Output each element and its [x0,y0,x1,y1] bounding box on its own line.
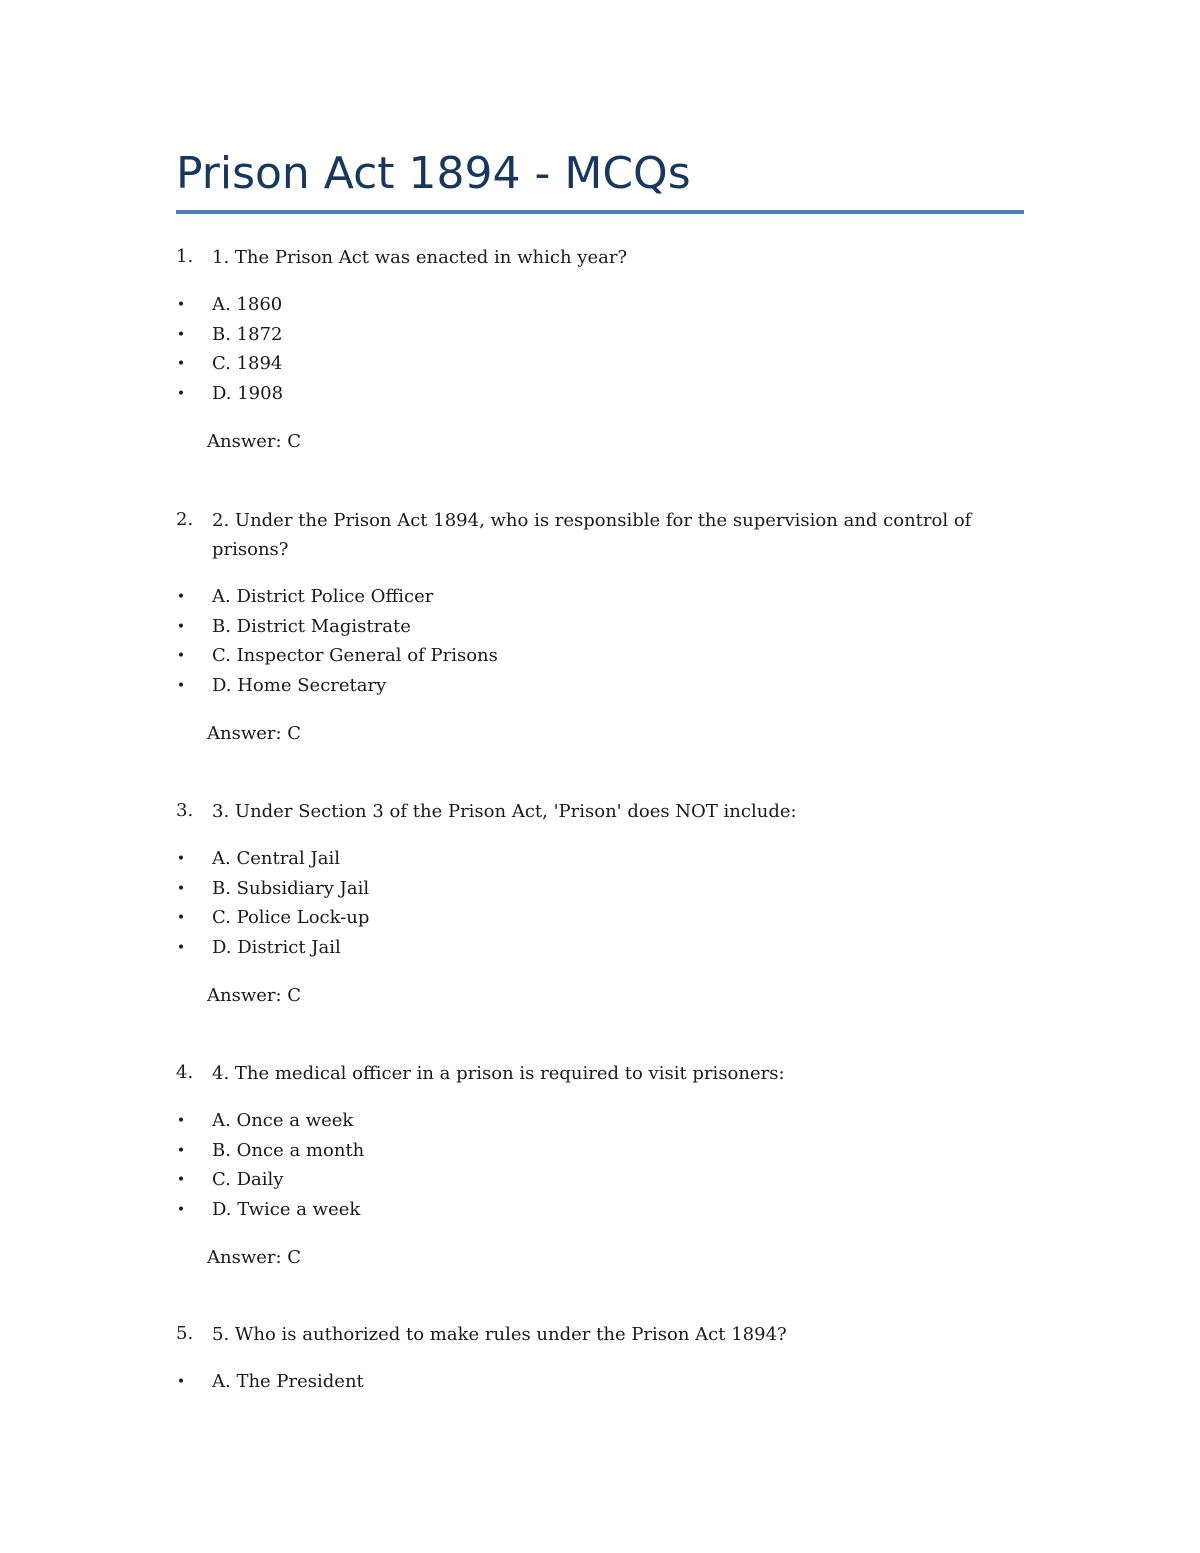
question-number: 2. [176,509,194,530]
answer-option: D. 1908 [212,382,284,404]
answer-option: B. Once a month [212,1139,365,1161]
question-number: 3. [176,800,194,821]
title-underline [176,210,1024,214]
question-text: 1. The Prison Act was enacted in which year? [212,247,628,268]
answer-option: B. Subsidiary Jail [212,877,370,899]
answer-option: B. District Magistrate [212,615,411,637]
answer-option: A. Central Jail [212,848,340,869]
bullet-icon: • [176,910,186,926]
answer-option: D. Twice a week [212,1198,361,1220]
answer-key: Answer: C [207,430,302,452]
question-number: 1. [176,246,194,267]
bullet-icon: • [176,880,186,897]
bullet-icon: • [176,1201,186,1218]
bullet-icon: • [176,1142,186,1159]
answer-key: Answer: C [207,1246,302,1268]
answer-option: C. 1894 [212,353,283,374]
answer-option: B. 1872 [212,323,283,345]
bullet-icon: • [176,1113,186,1129]
bullet-icon: • [176,618,186,635]
bullet-icon: • [176,385,186,402]
question-text: 3. Under Section 3 of the Prison Act, 'Prison' does NOT include: [212,801,797,822]
answer-option: D. Home Secretary [212,674,387,696]
question-text: 2. Under the Prison Act 1894, who is responsible for the supervision and control of prisons? [212,510,972,560]
question-number: 5. [176,1323,194,1344]
bullet-icon: • [176,356,186,372]
answer-option: C. Daily [212,1169,284,1190]
answer-option: D. District Jail [212,936,341,958]
answer-option: C. Police Lock-up [212,907,370,928]
answer-key: Answer: C [207,722,302,744]
bullet-icon: • [176,851,186,867]
answer-option: A. Once a week [212,1110,354,1131]
bullet-icon: • [176,297,186,313]
answer-option: C. Inspector General of Prisons [212,645,498,666]
bullet-icon: • [176,648,186,664]
question-text: 5. Who is authorized to make rules under the Prison Act 1894? [212,1324,787,1345]
question-text: 4. The medical officer in a prison is required to visit prisoners: [212,1063,785,1084]
answer-option: A. 1860 [212,294,283,315]
bullet-icon: • [176,326,186,343]
answer-key: Answer: C [207,984,302,1006]
question-number: 4. [176,1062,194,1083]
bullet-icon: • [176,589,186,605]
bullet-icon: • [176,1374,186,1390]
page-title: Prison Act 1894 - MCQs [176,148,691,199]
bullet-icon: • [176,677,186,694]
answer-option: A. District Police Officer [212,586,434,607]
bullet-icon: • [176,1172,186,1188]
answer-option: A. The President [212,1371,364,1392]
bullet-icon: • [176,939,186,956]
